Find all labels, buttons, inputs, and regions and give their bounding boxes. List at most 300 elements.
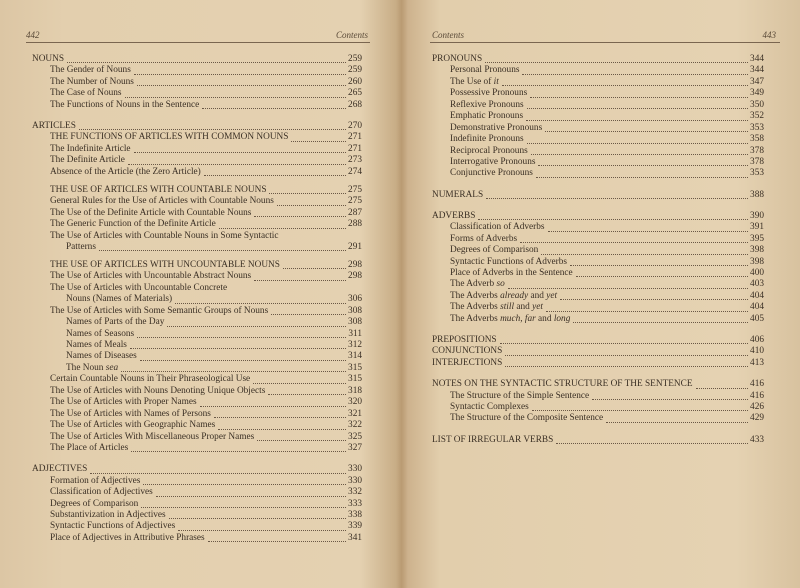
toc-entry	[32, 271, 362, 282]
toc-entry-text: The Use of Articles with Proper Names	[50, 397, 197, 408]
toc-entry-title	[450, 111, 523, 121]
toc-page-number: 390	[750, 210, 764, 221]
toc-entry-title	[432, 346, 502, 356]
toc-entry	[32, 185, 362, 196]
toc-page-number: 353	[750, 122, 764, 133]
toc-entry	[432, 190, 764, 201]
toc-entry-title	[450, 291, 557, 301]
dot-leader	[269, 193, 346, 194]
toc-page-number: 312	[348, 340, 362, 351]
toc-entry-text: Reciprocal Pronouns	[450, 145, 528, 156]
toc-entry	[32, 363, 362, 374]
dot-leader	[478, 219, 748, 220]
toc-entry-text: The Use of Articles with Uncountable Abstract Nouns	[50, 271, 252, 282]
toc-page-number: 291	[348, 241, 362, 252]
toc-entry	[32, 144, 362, 155]
right-page	[402, 0, 800, 588]
toc-entry-title	[50, 432, 254, 442]
toc-entry-text: LIST OF IRREGULAR VERBS	[432, 434, 554, 445]
toc-page-number: 350	[750, 99, 764, 110]
toc-entry-text: Interrogative Pronouns	[450, 156, 536, 167]
dot-leader	[527, 143, 748, 144]
dot-leader	[548, 231, 748, 232]
toc-page-number: 332	[348, 487, 362, 498]
toc-entry-title	[50, 476, 140, 486]
toc-entry-text: Personal Pronouns	[450, 65, 520, 76]
dot-leader	[202, 108, 346, 109]
toc-entry	[432, 391, 764, 402]
toc-entry-title	[450, 222, 545, 232]
toc-page-number: 268	[348, 99, 362, 110]
toc-page-number: 298	[348, 259, 362, 270]
dot-leader	[502, 85, 748, 86]
toc-entry-text: Degrees of Comparison	[450, 245, 539, 256]
dot-leader	[134, 152, 346, 153]
toc-page-number: 306	[348, 294, 362, 305]
toc-entry-italic: still	[500, 302, 515, 313]
toc-page-number: 398	[750, 256, 764, 267]
toc-page-number: 275	[348, 184, 362, 195]
dot-leader	[530, 97, 748, 98]
toc-entry-text: PRONOUNS	[432, 54, 483, 64]
toc-entry	[32, 533, 362, 544]
toc-entry-title	[50, 219, 216, 229]
toc-entry	[432, 314, 764, 325]
toc-entry-text: ARTICLES	[32, 120, 76, 131]
toc-entry-text: The Structure of the Simple Sentence	[450, 390, 590, 401]
toc-entry-title	[50, 397, 197, 407]
toc-entry-italic: much, far	[500, 313, 536, 324]
toc-entry-title	[50, 100, 199, 110]
right-header-rule	[430, 42, 780, 43]
toc-page-number: 298	[348, 271, 362, 282]
dot-leader	[573, 322, 748, 323]
toc-entry-title	[432, 335, 497, 345]
toc-entry-text: Absence of the Article (the Zero Article)	[50, 166, 201, 177]
toc-page-number: 378	[750, 145, 764, 156]
right-running-head: Contents	[432, 30, 465, 40]
toc-page-number: 339	[348, 521, 362, 532]
dot-leader	[271, 314, 346, 315]
toc-page-number: 288	[348, 219, 362, 230]
toc-page-number: 353	[750, 168, 764, 179]
toc-entry	[432, 435, 764, 446]
dot-leader	[257, 440, 346, 441]
toc-page-number: 429	[750, 413, 764, 424]
toc-page-number: 413	[750, 357, 764, 368]
dot-leader	[545, 131, 748, 132]
toc-page-number: 358	[750, 134, 764, 145]
toc-entry-title	[450, 168, 533, 178]
toc-entry	[32, 386, 362, 397]
toc-page-number: 311	[348, 328, 362, 339]
toc-page-number: 338	[348, 509, 362, 520]
toc-entry-text: The Use of Articles with Countable Nouns in Some Syntactic	[50, 230, 279, 241]
left-header-rule	[26, 42, 370, 43]
toc-entry-title	[50, 167, 201, 177]
toc-page-number: 433	[750, 434, 764, 445]
toc-entry	[32, 208, 362, 219]
dot-leader	[208, 541, 346, 542]
toc-page-number: 260	[348, 76, 362, 87]
toc-entry	[32, 476, 362, 487]
dot-leader	[175, 303, 346, 304]
toc-entry	[32, 306, 362, 317]
toc-entry	[432, 100, 764, 111]
toc-entry-text: The Use of Articles with Uncountable Concrete	[50, 282, 228, 293]
toc-page-number: 308	[348, 317, 362, 328]
toc-page-number: 320	[348, 397, 362, 408]
dot-leader	[254, 280, 346, 281]
toc-page-number: 315	[348, 362, 362, 373]
toc-page-number: 330	[348, 464, 362, 475]
toc-page-number: 273	[348, 155, 362, 166]
toc-entry-text: Syntactic Complexes	[450, 402, 529, 412]
toc-entry-title	[50, 231, 279, 241]
toc-entry	[32, 65, 362, 76]
toc-entry-title	[432, 211, 475, 221]
toc-page-number: 321	[348, 408, 362, 419]
dot-leader	[169, 518, 346, 519]
toc-entry-title	[450, 268, 573, 278]
toc-entry-text: The Adverbs	[450, 302, 501, 313]
toc-entry-text: Degrees of Comparison	[50, 498, 139, 509]
toc-page-number: 400	[750, 268, 764, 279]
toc-entry-title	[66, 363, 118, 373]
toc-entry-text: THE FUNCTIONS OF ARTICLES WITH COMMON NOUNS	[50, 132, 289, 143]
toc-entry-title	[450, 413, 603, 423]
toc-entry	[432, 134, 764, 145]
toc-entry-title	[450, 134, 524, 144]
toc-entry	[432, 257, 764, 268]
toc-entry-text: and	[528, 290, 547, 301]
toc-entry-text: Demonstrative Pronouns	[450, 122, 543, 133]
toc-page-number: 259	[348, 65, 362, 76]
dot-leader	[218, 429, 346, 430]
toc-entry-text: Conjunctive Pronouns	[450, 168, 533, 179]
toc-entry	[32, 283, 362, 294]
toc-entry-text: The Definite Article	[50, 155, 125, 166]
toc-entry-text: The Adverbs	[450, 313, 501, 324]
toc-entry-text: NOTES ON THE SYNTACTIC STRUCTURE OF THE SENTENCE	[432, 379, 693, 390]
dot-leader	[137, 337, 346, 338]
toc-entry-title	[50, 533, 205, 543]
toc-entry	[32, 260, 362, 271]
toc-entry-title	[450, 88, 527, 98]
toc-entry-title	[50, 260, 280, 270]
toc-entry-text: Forms of Adverbs	[450, 233, 518, 244]
toc-page-number: 404	[750, 290, 764, 301]
toc-entry	[32, 409, 362, 420]
toc-entry-text: Substantivization in Adjectives	[50, 509, 166, 520]
dot-leader	[214, 417, 346, 418]
toc-page-number: 270	[348, 120, 362, 131]
toc-page-number: 378	[750, 156, 764, 167]
toc-entry-text: Syntactic Functions of Adjectives	[50, 521, 176, 532]
dot-leader	[291, 141, 346, 142]
dot-leader	[167, 326, 346, 327]
toc-page-number: 426	[750, 402, 764, 412]
toc-entry-italic: yet	[532, 302, 543, 313]
toc-page-number: 403	[750, 279, 764, 290]
toc-entry-title	[450, 77, 499, 87]
dot-leader	[140, 360, 346, 361]
toc-entry-title	[66, 242, 96, 252]
toc-page-number: 330	[348, 475, 362, 486]
toc-entry-text: The Gender of Nouns	[50, 65, 131, 76]
toc-entry	[432, 54, 764, 65]
toc-entry-text: Emphatic Pronouns	[450, 111, 524, 122]
toc-entry-title	[50, 155, 125, 165]
toc-page-number: 344	[750, 54, 764, 64]
toc-entry	[32, 100, 362, 111]
dot-leader	[505, 366, 748, 367]
toc-entry-title	[432, 54, 482, 64]
toc-entry-text: Names of Seasons	[66, 328, 135, 339]
dot-leader	[532, 410, 748, 411]
toc-entry-title	[50, 65, 131, 75]
toc-entry-text: Certain Countable Nouns in Their Phraseological Use	[50, 374, 251, 385]
toc-entry	[432, 168, 764, 179]
left-contents-list	[32, 54, 362, 544]
toc-entry	[432, 111, 764, 122]
toc-entry-title	[450, 100, 524, 110]
dot-leader	[200, 406, 346, 407]
toc-entry	[432, 413, 764, 424]
left-page-number: 442	[26, 30, 40, 40]
dot-leader	[283, 268, 346, 269]
toc-page-number: 410	[750, 346, 764, 357]
toc-entry-text: The Structure of the Composite Sentence	[450, 413, 604, 424]
toc-entry-text: The Use of the Definite Article with Countable Nouns	[50, 207, 252, 218]
toc-entry-text: PREPOSITIONS	[432, 335, 497, 346]
toc-entry-text: and	[535, 313, 554, 324]
toc-entry	[32, 351, 362, 362]
toc-entry-title	[432, 435, 553, 445]
toc-entry-text: ADVERBS	[432, 210, 476, 221]
toc-entry-text: Classification of Adjectives	[50, 487, 153, 498]
dot-leader	[541, 254, 748, 255]
toc-entry-title	[50, 306, 268, 316]
dot-leader	[522, 74, 748, 75]
toc-entry-title	[50, 521, 175, 531]
dot-leader	[90, 473, 346, 474]
dot-leader	[570, 265, 748, 266]
toc-entry	[32, 420, 362, 431]
toc-entry	[432, 379, 764, 390]
dot-leader	[131, 451, 346, 452]
toc-entry	[32, 317, 362, 328]
toc-entry	[432, 335, 764, 346]
toc-page-number: 322	[348, 420, 362, 431]
dot-leader	[500, 343, 748, 344]
toc-entry	[432, 279, 764, 290]
toc-page-number: 416	[750, 379, 764, 390]
toc-entry-text: Place of Adverbs in the Sentence	[450, 268, 573, 279]
toc-entry-title	[450, 302, 543, 312]
toc-entry	[32, 231, 362, 242]
toc-entry	[32, 340, 362, 351]
toc-entry	[432, 346, 764, 357]
toc-page-number: 271	[348, 143, 362, 154]
toc-page-number: 271	[348, 132, 362, 143]
toc-entry-title	[50, 409, 211, 419]
toc-entry	[32, 196, 362, 207]
toc-entry-text: NUMERALS	[432, 189, 484, 200]
dot-leader	[137, 85, 346, 86]
toc-entry	[432, 234, 764, 245]
toc-page-number: 347	[750, 76, 764, 87]
dot-leader	[526, 120, 748, 121]
dot-leader	[505, 355, 748, 356]
toc-page-number: 344	[750, 65, 764, 76]
toc-entry-title	[32, 121, 76, 131]
toc-entry-text: Classification of Adverbs	[450, 222, 545, 233]
toc-entry-italic: it	[493, 76, 499, 87]
toc-entry	[32, 132, 362, 143]
toc-entry-text: Syntactic Functions of Adverbs	[450, 256, 567, 267]
toc-entry-text: The Functions of Nouns in the Sentence	[50, 99, 200, 110]
toc-page-number: 274	[348, 166, 362, 177]
toc-entry	[32, 242, 362, 253]
toc-entry	[32, 77, 362, 88]
toc-entry-text: The Noun	[66, 362, 106, 373]
toc-entry-text: ADJECTIVES	[32, 464, 88, 475]
right-contents-list	[432, 54, 764, 446]
toc-entry-title	[450, 157, 535, 167]
toc-entry-title	[32, 464, 87, 474]
toc-page-number: 398	[750, 245, 764, 256]
toc-entry-title	[432, 379, 693, 389]
toc-entry-text: Names of Parts of the Day	[66, 317, 165, 328]
toc-page-number: 388	[750, 189, 764, 200]
toc-page-number: 325	[348, 431, 362, 442]
toc-entry-text: Patterns	[66, 241, 96, 252]
toc-entry	[32, 329, 362, 340]
toc-entry-text: Names of Meals	[66, 340, 127, 351]
toc-page-number: 406	[750, 335, 764, 346]
toc-entry-text: The Generic Function of the Definite Article	[50, 219, 216, 230]
dot-leader	[556, 443, 748, 444]
toc-page-number: 315	[348, 374, 362, 385]
toc-entry-text: The Use of Articles with Some Semantic Groups of Nouns	[50, 305, 269, 316]
dot-leader	[536, 177, 748, 178]
toc-entry-text: The Place of Articles	[50, 442, 129, 453]
toc-entry	[32, 54, 362, 65]
toc-entry-title	[66, 317, 164, 327]
toc-page-number: 275	[348, 196, 362, 207]
toc-page-number: 259	[348, 54, 362, 64]
dot-leader	[592, 399, 748, 400]
toc-entry-title	[450, 234, 517, 244]
toc-entry-text: The Adverbs	[450, 290, 501, 301]
toc-entry-text: Reflexive Pronouns	[450, 99, 524, 110]
toc-entry	[32, 155, 362, 166]
toc-entry-title	[50, 374, 250, 384]
dot-leader	[277, 205, 346, 206]
toc-entry-text: The Use of Articles with Geographic Names	[50, 420, 216, 431]
dot-leader	[125, 97, 346, 98]
toc-page-number: 352	[750, 111, 764, 122]
toc-entry-title	[50, 144, 131, 154]
toc-page-number: 327	[348, 442, 362, 453]
toc-page-number: 287	[348, 207, 362, 218]
toc-entry-text: General Rules for the Use of Articles with Countable Nouns	[50, 196, 274, 207]
toc-entry-text: The Use of Articles with Names of Persons	[50, 408, 211, 419]
toc-entry-text: Place of Adjectives in Attributive Phrases	[50, 532, 205, 543]
toc-entry-text: Formation of Adjectives	[50, 475, 141, 486]
toc-page-number: 341	[348, 532, 362, 543]
toc-entry	[432, 77, 764, 88]
toc-entry-title	[50, 443, 128, 453]
toc-entry	[32, 374, 362, 385]
toc-entry-text: THE USE OF ARTICLES WITH UNCOUNTABLE NOUNS	[50, 259, 280, 270]
toc-entry-text: NOUNS	[32, 54, 65, 64]
toc-entry-title	[50, 386, 265, 396]
toc-entry-title	[450, 257, 567, 267]
toc-page-number: 265	[348, 88, 362, 99]
toc-entry-text: The Use of	[450, 76, 494, 87]
dot-leader	[130, 348, 346, 349]
dot-leader	[531, 154, 748, 155]
dot-leader	[121, 371, 346, 372]
toc-entry	[32, 487, 362, 498]
dot-leader	[486, 198, 748, 199]
toc-entry-text: Possessive Pronouns	[450, 88, 528, 99]
toc-page-number: 314	[348, 351, 362, 362]
toc-entry-italic: so	[496, 279, 505, 290]
dot-leader	[178, 530, 346, 531]
dot-leader	[99, 250, 346, 251]
toc-entry-title	[432, 358, 502, 368]
toc-entry	[32, 397, 362, 408]
toc-entry	[432, 211, 764, 222]
toc-page-number: 308	[348, 305, 362, 316]
dot-leader	[520, 242, 748, 243]
dot-leader	[696, 388, 748, 389]
toc-entry-text: THE USE OF ARTICLES WITH COUNTABLE NOUNS	[50, 184, 267, 195]
toc-entry-text: The Use of Articles with Nouns Denoting Unique Objects	[50, 385, 266, 396]
toc-entry	[32, 88, 362, 99]
toc-entry-title	[66, 351, 137, 361]
toc-entry-title	[50, 196, 274, 206]
toc-entry-italic: already	[500, 290, 529, 301]
toc-page-number: 416	[750, 390, 764, 401]
dot-leader	[143, 484, 346, 485]
toc-entry-title	[66, 329, 134, 339]
toc-entry-title	[50, 208, 251, 218]
dot-leader	[527, 108, 748, 109]
toc-entry-text: The Adverb	[450, 279, 497, 290]
toc-entry	[32, 121, 362, 132]
toc-page-number: 333	[348, 498, 362, 509]
dot-leader	[606, 422, 748, 423]
toc-entry-title	[66, 294, 172, 304]
toc-entry-italic: long	[553, 313, 571, 324]
toc-entry-text: CONJUNCTIONS	[432, 346, 503, 357]
dot-leader	[67, 62, 346, 63]
dot-leader	[268, 394, 346, 395]
toc-entry	[32, 521, 362, 532]
toc-entry	[432, 291, 764, 302]
toc-entry-title	[450, 391, 589, 401]
toc-entry-title	[50, 271, 251, 281]
dot-leader	[156, 496, 346, 497]
toc-entry-text: Indefinite Pronouns	[450, 134, 524, 145]
toc-entry	[32, 219, 362, 230]
toc-entry-italic: sea	[105, 362, 119, 373]
toc-entry-title	[450, 402, 529, 412]
